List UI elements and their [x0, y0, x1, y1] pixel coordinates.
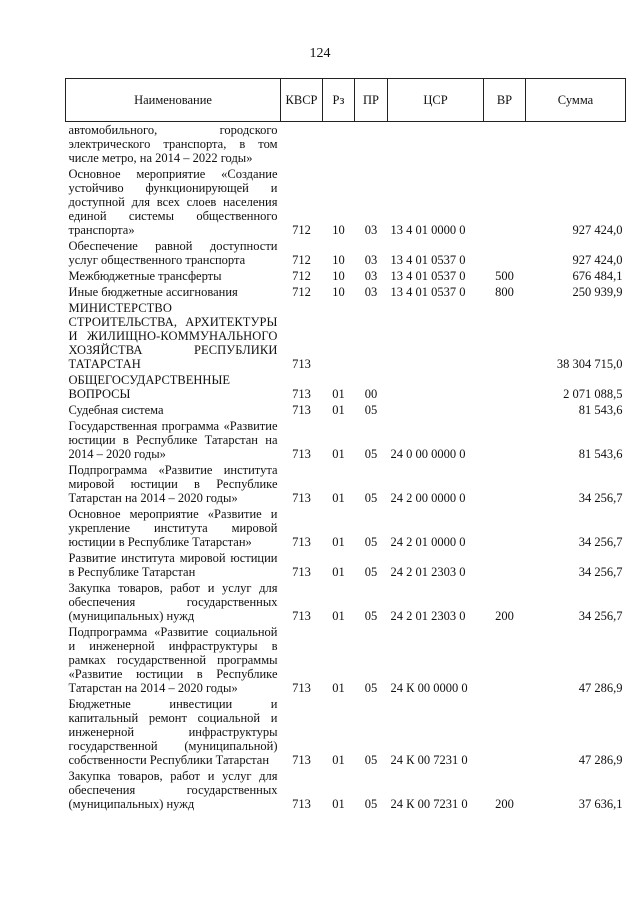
- cell-name: автомобильного, городского электрического транспорта, в том числе метро, на 2014 – 2022 годы»: [68, 123, 278, 165]
- cell-vr: 200: [495, 609, 514, 623]
- cell-kvsr: 713: [292, 403, 311, 417]
- cell-name: Иные бюджетные ассигнования: [68, 285, 238, 299]
- table-header: [66, 79, 626, 122]
- cell-kvsr: 713: [292, 447, 311, 461]
- cell-rz: 10: [332, 253, 345, 267]
- header-name: Наименование: [66, 79, 281, 122]
- cell-vr: [484, 624, 526, 696]
- cell-kvsr: 712: [292, 253, 311, 267]
- table-row: [66, 550, 626, 580]
- table-row: [66, 768, 626, 812]
- cell-pr: 03: [364, 269, 378, 283]
- cell-rz: 01: [332, 447, 345, 461]
- cell-rz: 01: [332, 753, 345, 767]
- cell-name: Бюджетные инвестиции и капитальный ремонт социальной и инженерной инфраструктуры государственной (муниципальной) собственности Республики Татарстан: [68, 697, 278, 767]
- cell-pr: 05: [364, 403, 378, 417]
- table-row: [66, 506, 626, 550]
- table-row: [66, 268, 626, 284]
- table-row: [66, 238, 626, 268]
- cell-csr: [388, 372, 484, 402]
- table-row: [66, 284, 626, 300]
- cell-csr: [388, 402, 484, 418]
- cell-pr: 05: [364, 535, 378, 549]
- cell-name: Обеспечение равной доступности услуг общественного транспорта: [68, 239, 278, 267]
- table-row: [66, 402, 626, 418]
- cell-vr: [484, 462, 526, 506]
- cell-kvsr: 713: [292, 357, 311, 371]
- cell-sum: 676 484,1: [572, 269, 623, 283]
- cell-pr: 05: [364, 565, 378, 579]
- cell-csr: [388, 300, 484, 372]
- cell-sum: 81 543,6: [578, 447, 623, 461]
- cell-pr: 05: [364, 491, 378, 505]
- cell-vr: 800: [495, 285, 514, 299]
- cell-sum: [526, 122, 626, 167]
- cell-name: Подпрограмма «Развитие социальной и инженерной инфраструктуры в рамках государственной программы «Развитие юстиции в Республике Татарстан на 2014 – 2020 годы»: [68, 625, 278, 695]
- cell-rz: 10: [332, 285, 345, 299]
- cell-rz: 01: [332, 387, 345, 401]
- cell-csr: 13 4 01 0000 0: [390, 223, 466, 237]
- cell-pr: 00: [364, 387, 378, 401]
- cell-pr: 05: [364, 797, 378, 811]
- cell-sum: 34 256,7: [578, 565, 623, 579]
- cell-sum: 37 636,1: [578, 797, 623, 811]
- cell-sum: 250 939,9: [572, 285, 623, 299]
- cell-rz: 01: [332, 565, 345, 579]
- cell-kvsr: 713: [292, 535, 311, 549]
- cell-rz: 01: [332, 535, 345, 549]
- cell-csr: 24 К 00 7231 0: [390, 797, 468, 811]
- cell-pr: 03: [364, 285, 378, 299]
- table-body: [66, 122, 626, 813]
- header-kvsr: КВСР: [281, 79, 323, 122]
- cell-csr: 24 2 01 2303 0: [390, 565, 466, 579]
- cell-sum: 47 286,9: [578, 681, 623, 695]
- table-row: [66, 580, 626, 624]
- cell-pr: [355, 300, 388, 372]
- cell-sum: 34 256,7: [578, 535, 623, 549]
- cell-pr: 05: [364, 753, 378, 767]
- table-row: [66, 696, 626, 768]
- cell-csr: [388, 122, 484, 167]
- cell-pr: 05: [364, 609, 378, 623]
- header-pr: ПР: [355, 79, 388, 122]
- cell-name: Межбюджетные трансферты: [68, 269, 222, 283]
- cell-sum: 2 071 088,5: [563, 387, 623, 401]
- cell-kvsr: 713: [292, 491, 311, 505]
- header-sum: Сумма: [526, 79, 626, 122]
- cell-csr: 24 2 01 2303 0: [390, 609, 466, 623]
- table-row: [66, 624, 626, 696]
- header-vr: ВР: [484, 79, 526, 122]
- cell-vr: [484, 506, 526, 550]
- cell-sum: 47 286,9: [578, 753, 623, 767]
- cell-name: Государственная программа «Развитие юстиции в Республике Татарстан на 2014 – 2020 годы»: [68, 419, 278, 461]
- cell-name: Закупка товаров, работ и услуг для обеспечения государственных (муниципальных) нужд: [68, 581, 278, 623]
- table-row: [66, 372, 626, 402]
- cell-kvsr: 713: [292, 681, 311, 695]
- table-row: [66, 300, 626, 372]
- cell-csr: 24 К 00 7231 0: [390, 753, 468, 767]
- cell-vr: [484, 696, 526, 768]
- cell-vr: [484, 372, 526, 402]
- cell-rz: 10: [332, 269, 345, 283]
- cell-name: Основное мероприятие «Создание устойчиво функционирующей и доступной для всех слоев населения единой системы общественного транспорта»: [68, 167, 278, 237]
- cell-sum: 34 256,7: [578, 609, 623, 623]
- cell-vr: 500: [495, 269, 514, 283]
- page-number: 124: [309, 46, 331, 61]
- cell-kvsr: 712: [292, 285, 311, 299]
- cell-csr: 24 0 00 0000 0: [390, 447, 466, 461]
- cell-sum: 81 543,6: [578, 403, 623, 417]
- cell-csr: 24 2 00 0000 0: [390, 491, 466, 505]
- cell-rz: [323, 300, 355, 372]
- cell-sum: 34 256,7: [578, 491, 623, 505]
- cell-name: Закупка товаров, работ и услуг для обеспечения государственных (муниципальных) нужд: [68, 769, 278, 811]
- cell-csr: 24 2 01 0000 0: [390, 535, 466, 549]
- cell-name: Основное мероприятие «Развитие и укрепление института мировой юстиции в Республике Татарстан»: [68, 507, 278, 549]
- header-csr: ЦСР: [388, 79, 484, 122]
- cell-sum: 927 424,0: [572, 253, 623, 267]
- table-row: [66, 462, 626, 506]
- cell-kvsr: 713: [292, 387, 311, 401]
- budget-table: [65, 78, 626, 812]
- cell-csr: 24 К 00 0000 0: [390, 681, 468, 695]
- cell-name: Подпрограмма «Развитие института мировой юстиции в Республике Татарстан на 2014 – 2020 годы»: [68, 463, 278, 505]
- cell-vr: [484, 238, 526, 268]
- cell-kvsr: 713: [292, 565, 311, 579]
- cell-kvsr: [281, 122, 323, 167]
- header-rz: Рз: [323, 79, 355, 122]
- cell-csr: 13 4 01 0537 0: [390, 285, 466, 299]
- cell-name: ОБЩЕГОСУДАРСТВЕННЫЕ ВОПРОСЫ: [68, 373, 230, 401]
- cell-pr: [355, 122, 388, 167]
- cell-name: Судебная система: [68, 403, 164, 417]
- cell-rz: 01: [332, 609, 345, 623]
- cell-pr: 03: [364, 253, 378, 267]
- cell-kvsr: 713: [292, 609, 311, 623]
- cell-vr: [484, 402, 526, 418]
- cell-name: МИНИСТЕРСТВО СТРОИТЕЛЬСТВА, АРХИТЕКТУРЫ И ЖИЛИЩНО-КОММУНАЛЬНОГО ХОЗЯЙСТВА РЕСПУБЛИКИ ТАТАРСТАН: [68, 301, 278, 371]
- cell-vr: [484, 550, 526, 580]
- table-row: [66, 166, 626, 238]
- cell-sum: 927 424,0: [572, 223, 623, 237]
- table-row: [66, 418, 626, 462]
- cell-rz: 01: [332, 681, 345, 695]
- cell-kvsr: 713: [292, 797, 311, 811]
- cell-vr: [484, 122, 526, 167]
- cell-sum: 38 304 715,0: [556, 357, 623, 371]
- cell-vr: [484, 300, 526, 372]
- cell-kvsr: 713: [292, 753, 311, 767]
- cell-kvsr: 712: [292, 269, 311, 283]
- cell-vr: [484, 166, 526, 238]
- cell-vr: 200: [495, 797, 514, 811]
- cell-csr: 13 4 01 0537 0: [390, 253, 466, 267]
- cell-rz: 10: [332, 223, 345, 237]
- cell-kvsr: 712: [292, 223, 311, 237]
- cell-pr: 03: [364, 223, 378, 237]
- cell-rz: 01: [332, 403, 345, 417]
- cell-rz: 01: [332, 797, 345, 811]
- cell-rz: [323, 122, 355, 167]
- cell-csr: 13 4 01 0537 0: [390, 269, 466, 283]
- cell-vr: [484, 418, 526, 462]
- table-row: [66, 122, 626, 167]
- cell-pr: 05: [364, 447, 378, 461]
- cell-name: Развитие института мировой юстиции в Республике Татарстан: [68, 551, 278, 579]
- cell-pr: 05: [364, 681, 378, 695]
- cell-rz: 01: [332, 491, 345, 505]
